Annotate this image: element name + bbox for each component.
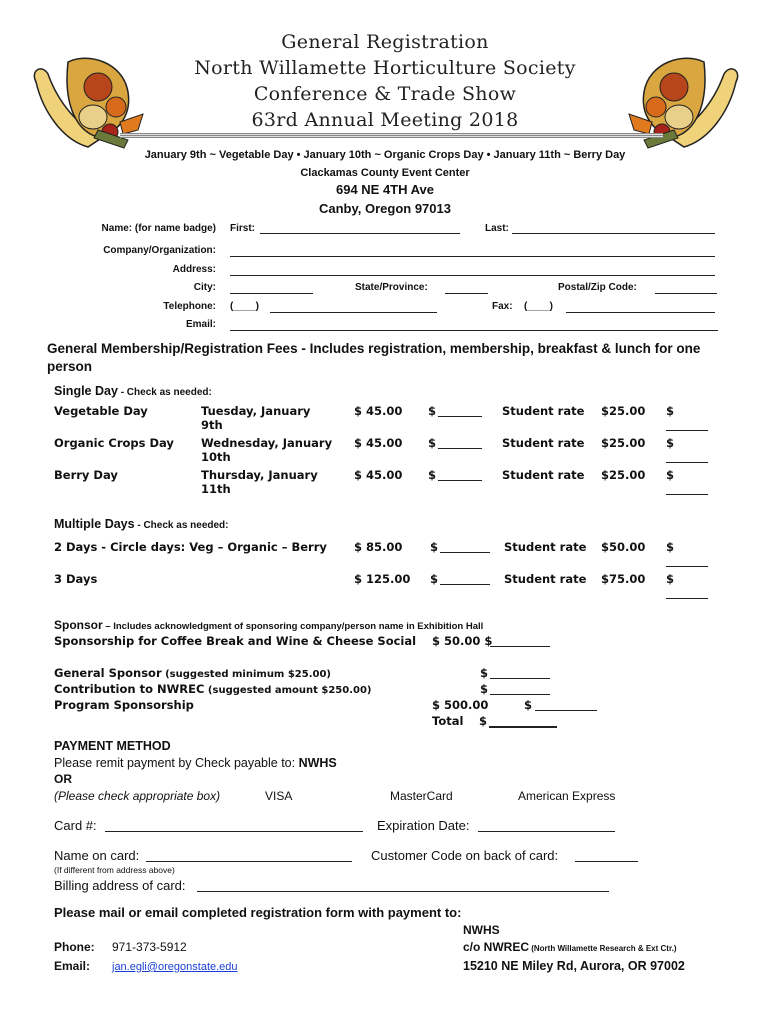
- package-name: 3 Days: [54, 572, 98, 586]
- venue-city: Canby, Oregon 97013: [319, 201, 451, 216]
- email-contact-label: Email:: [54, 959, 91, 973]
- day-amount-field[interactable]: [438, 480, 482, 481]
- day-amount-field[interactable]: [438, 448, 482, 449]
- state-label: State/Province:: [355, 282, 428, 293]
- coffee-amount-field[interactable]: [490, 646, 550, 647]
- telephone-area-code[interactable]: (____): [230, 301, 259, 312]
- contribution-field[interactable]: [490, 694, 550, 695]
- day-amount-dollar: $: [428, 468, 437, 482]
- remit-text: [54, 756, 337, 770]
- student-price: $25.00: [601, 468, 646, 482]
- program-price: $ 500.00: [432, 698, 489, 712]
- state-field[interactable]: [445, 293, 488, 294]
- student-rate-label: Student rate: [504, 572, 587, 586]
- multiple-days-title: Multiple Days: [54, 517, 135, 531]
- sponsor-title: Sponsor: [54, 618, 103, 632]
- multiple-days-heading: [54, 517, 229, 533]
- student-price: $25.00: [601, 404, 646, 418]
- contact-org: NWHS: [463, 923, 500, 937]
- total-dollar: $: [479, 714, 488, 728]
- card-number-field[interactable]: [105, 831, 363, 832]
- first-label: First:: [230, 223, 255, 234]
- customer-code-field[interactable]: [575, 861, 638, 862]
- multiple-days-note: - Check as needed:: [134, 520, 229, 531]
- package-price: $ 85.00: [354, 540, 403, 554]
- total-field[interactable]: [489, 726, 557, 728]
- student-amount-dollar: $: [666, 468, 675, 482]
- total-label: Total: [432, 714, 464, 728]
- contact-co-note: (North Willamette Research & Ext Ctr.): [529, 944, 677, 953]
- package-amount-field[interactable]: [440, 584, 490, 585]
- name-label: Name: (for name badge): [101, 223, 216, 234]
- fax-label: Fax:: [492, 301, 513, 312]
- single-day-note: - Check as needed:: [117, 387, 212, 398]
- day-amount-dollar: $: [428, 436, 437, 450]
- day-amount-field[interactable]: [438, 416, 482, 417]
- day-name: Vegetable Day: [54, 404, 148, 418]
- check-box-note: (Please check appropriate box): [54, 789, 221, 803]
- phone-value: 971-373-5912: [112, 940, 187, 954]
- day-price: $ 45.00: [354, 436, 403, 450]
- name-on-card-field[interactable]: [146, 861, 352, 862]
- day-name: Organic Crops Day: [54, 436, 174, 450]
- coffee-sponsorship: Sponsorship for Coffee Break and Wine & Cheese Social: [54, 634, 417, 648]
- or-label: OR: [54, 772, 72, 786]
- event-dates: January 9th ~ Vegetable Day • January 10th ~ Organic Crops Day • January 11th ~ Berry Day: [144, 149, 626, 161]
- student-amount-field[interactable]: [666, 494, 708, 495]
- contribution-note: (suggested amount $250.00): [204, 685, 372, 696]
- coffee-price: $ 50.00 $: [432, 634, 493, 648]
- contribution: [54, 682, 371, 698]
- society-name: North Willamette Horticulture Society: [194, 57, 576, 79]
- email-field[interactable]: [230, 330, 718, 331]
- student-amount-field[interactable]: [666, 430, 708, 431]
- fax-area-code[interactable]: (____): [524, 301, 553, 312]
- student-amount-field[interactable]: [666, 598, 708, 599]
- sponsor-note: – Includes acknowledgment of sponsoring company/person name in Exhibition Hall: [102, 621, 484, 632]
- day-date: Thursday, January 11th: [201, 468, 318, 496]
- address-field[interactable]: [230, 275, 715, 276]
- email-link[interactable]: jan.egli@oregonstate.edu: [112, 961, 238, 973]
- last-label: Last:: [485, 223, 509, 234]
- option-amex[interactable]: American Express: [518, 789, 616, 803]
- package-amount-dollar: $: [430, 540, 439, 554]
- address-label: Address:: [172, 264, 216, 275]
- day-date: Wednesday, January 10th: [201, 436, 333, 464]
- form-title: General Registration: [281, 31, 489, 53]
- package-amount-dollar: $: [430, 572, 439, 586]
- package-price: $ 125.00: [354, 572, 411, 586]
- meeting-name: 63rd Annual Meeting 2018: [251, 109, 519, 131]
- fax-field[interactable]: [566, 312, 715, 313]
- name-on-card-label: Name on card:: [54, 848, 140, 863]
- package-name: 2 Days - Circle days: Veg – Organic – Berry: [54, 540, 327, 554]
- zip-field[interactable]: [655, 293, 717, 294]
- student-price: $50.00: [601, 540, 646, 554]
- general-sponsor: [54, 666, 331, 682]
- program-dollar: $: [524, 698, 533, 712]
- email-label: Email:: [185, 319, 216, 330]
- contribution-dollar: $: [480, 682, 489, 696]
- day-name: Berry Day: [54, 468, 118, 482]
- customer-code-label: Customer Code on back of card:: [371, 848, 559, 863]
- title-rule: [120, 133, 663, 138]
- student-amount-field[interactable]: [666, 566, 708, 567]
- last-name-field[interactable]: [512, 233, 715, 234]
- fees-heading: General Membership/Registration Fees - Includes registration, membership, breakfast & lunch for one person: [47, 341, 701, 374]
- expiration-field[interactable]: [478, 831, 615, 832]
- student-rate-label: Student rate: [504, 540, 587, 554]
- general-sponsor-field[interactable]: [490, 678, 550, 679]
- student-rate-label: Student rate: [502, 404, 585, 418]
- card-number-label: Card #:: [54, 818, 97, 833]
- contact-co: [463, 940, 677, 956]
- mailing-address: 15210 NE Miley Rd, Aurora, OR 97002: [463, 959, 685, 973]
- billing-address-label: Billing address of card:: [54, 878, 186, 893]
- payee: NWHS: [298, 756, 337, 770]
- student-amount-dollar: $: [666, 540, 675, 554]
- sponsor-heading: [54, 618, 483, 634]
- student-amount-dollar: $: [666, 436, 675, 450]
- option-mastercard[interactable]: MasterCard: [390, 789, 453, 803]
- student-price: $75.00: [601, 572, 646, 586]
- if-different-note: (If different from address above): [54, 865, 175, 875]
- zip-label: Postal/Zip Code:: [558, 282, 637, 293]
- contribution-label: Contribution to NWREC: [54, 682, 205, 696]
- billing-address-field[interactable]: [197, 891, 609, 892]
- city-field[interactable]: [230, 293, 313, 294]
- student-amount-field[interactable]: [666, 462, 708, 463]
- general-sponsor-label: General Sponsor: [54, 666, 162, 680]
- option-visa[interactable]: VISA: [265, 789, 293, 803]
- student-amount-dollar: $: [666, 404, 675, 418]
- day-price: $ 45.00: [354, 468, 403, 482]
- telephone-field[interactable]: [270, 312, 437, 313]
- company-label: Company/Organization:: [103, 245, 216, 256]
- phone-label: Phone:: [54, 940, 95, 954]
- city-label: City:: [193, 282, 216, 293]
- student-amount-dollar: $: [666, 572, 675, 586]
- program-sponsorship: Program Sponsorship: [54, 698, 194, 712]
- day-date: Tuesday, January 9th: [201, 404, 311, 432]
- day-price: $ 45.00: [354, 404, 403, 418]
- remit-label: Please remit payment by Check payable to:: [54, 756, 299, 770]
- first-name-field[interactable]: [260, 233, 460, 234]
- payment-heading: PAYMENT METHOD: [54, 739, 171, 753]
- contact-co-label: c/o NWREC: [463, 940, 529, 954]
- day-amount-dollar: $: [428, 404, 437, 418]
- venue: Clackamas County Event Center: [300, 167, 470, 179]
- mail-heading: Please mail or email completed registration form with payment to:: [54, 905, 462, 920]
- expiration-label: Expiration Date:: [377, 818, 470, 833]
- student-rate-label: Student rate: [502, 468, 585, 482]
- student-price: $25.00: [601, 436, 646, 450]
- event-name: Conference & Trade Show: [253, 83, 517, 105]
- general-sponsor-note: (suggested minimum $25.00): [161, 669, 331, 680]
- telephone-label: Telephone:: [163, 301, 216, 312]
- package-amount-field[interactable]: [440, 552, 490, 553]
- single-day-heading: [54, 384, 212, 400]
- company-field[interactable]: [230, 256, 715, 257]
- student-rate-label: Student rate: [502, 436, 585, 450]
- venue-street: 694 NE 4TH Ave: [335, 182, 435, 197]
- single-day-title: Single Day: [54, 384, 118, 398]
- program-field[interactable]: [535, 710, 597, 711]
- general-dollar: $: [480, 666, 489, 680]
